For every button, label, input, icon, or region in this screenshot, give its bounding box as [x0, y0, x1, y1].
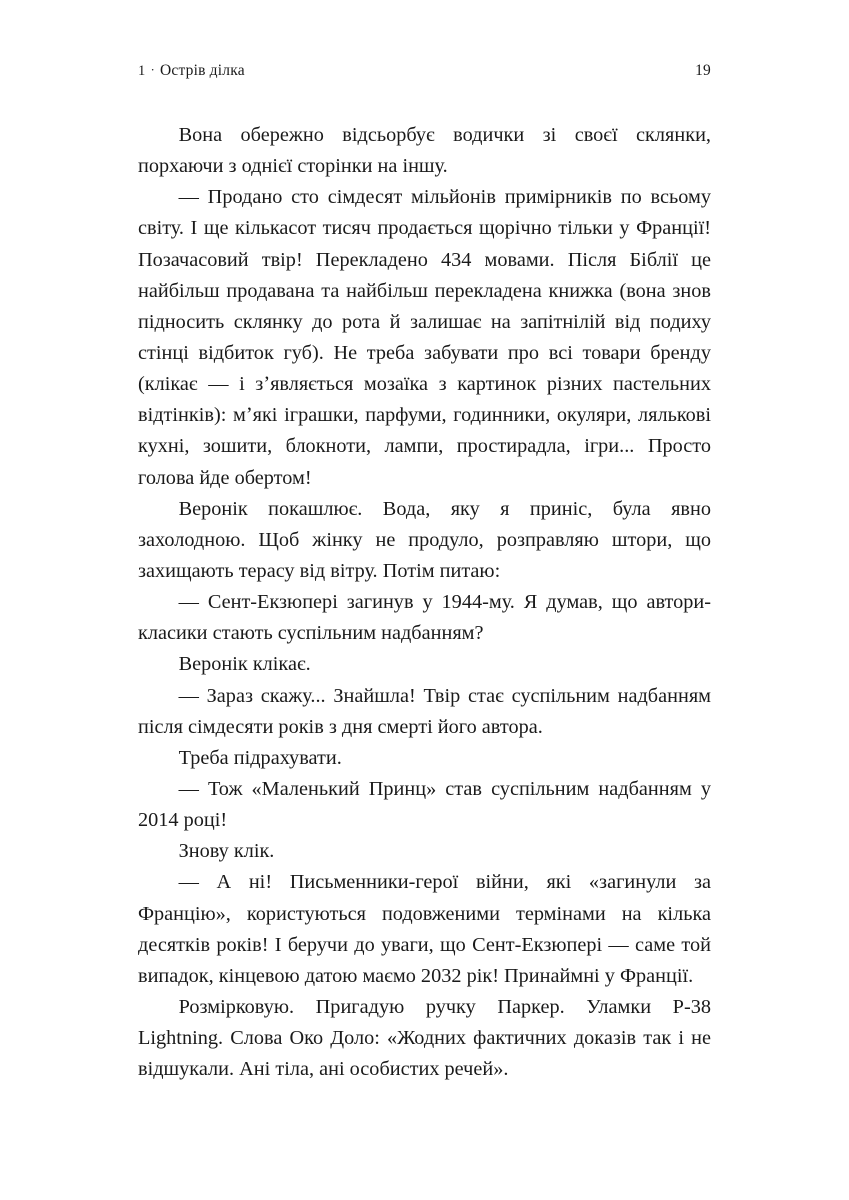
paragraph: Веронік клікає.	[178, 653, 311, 676]
body-text	[138, 120, 711, 1085]
paragraph: — А ні! Письменники-герої війни, які «загинули за Францію», користуються подовженими термінами на кілька десятків років! І беручи до уваги, що Сент-Екзюпері — саме той випадок, кінцевою датою маємо 2032 рік! Принаймні у Франції.	[138, 871, 711, 987]
chapter-number: 1	[138, 63, 146, 79]
paragraph: — Зараз скажу... Знайшла! Твір стає суспільним надбанням після сімдесяти років з дня смерті його автора.	[138, 684, 711, 738]
paragraph: — Продано сто сімдесят мільйонів примірників по всьому світу. І ще кількасот тисяч продається щорічно тільки у Франції! Позачасовий твір! Перекладено 434 мовами. Після Біблії це найбільш продавана та найбільш перекладена книжка (вона знов підносить склянку до рота й залишає на запітнілій від подиху стінці відбиток губ). Не треба забувати про всі товари бренду (клікає — і зʼявляється мозаїка з картинок різних пастельних відтінків): мʼякі іграшки, парфуми, годинники, окуляри, лялькові кухні, зошити, блокноти, лампи, простирадла, ігри... Просто голова йде обертом!	[138, 186, 711, 489]
paragraph: Веронік покашлює. Вода, яку я приніс, була явно захолодною. Щоб жінку не продуло, розправляю штори, що захищають терасу від вітру. Потім питаю:	[138, 497, 711, 582]
page-number: 19	[695, 62, 711, 79]
chapter-title: Острів ділка	[159, 62, 245, 79]
running-head-separator: ·	[150, 62, 155, 77]
running-head-left	[138, 62, 245, 80]
paragraph: Знову клік.	[178, 840, 275, 863]
paragraph: — Сент-Екзюпері загинув у 1944-му. Я думав, що автори-класики стають суспільним надбанням?	[138, 591, 711, 645]
paragraph: — Тож «Маленький Принц» став суспільним надбанням у 2014 році!	[138, 777, 711, 832]
paragraph: Треба підрахувати.	[178, 746, 342, 769]
running-head	[138, 62, 711, 80]
paragraph: Вона обережно відсьорбує водички зі своєї склянки, порхаючи з однієї сторінки на іншу.	[138, 124, 711, 178]
paragraph: Розмірковую. Пригадую ручку Паркер. Уламки P-38 Lightning. Слова Око Доло: «Жодних фактичних доказів так і не відшукали. Ані тіла, ані особистих речей».	[138, 995, 711, 1081]
